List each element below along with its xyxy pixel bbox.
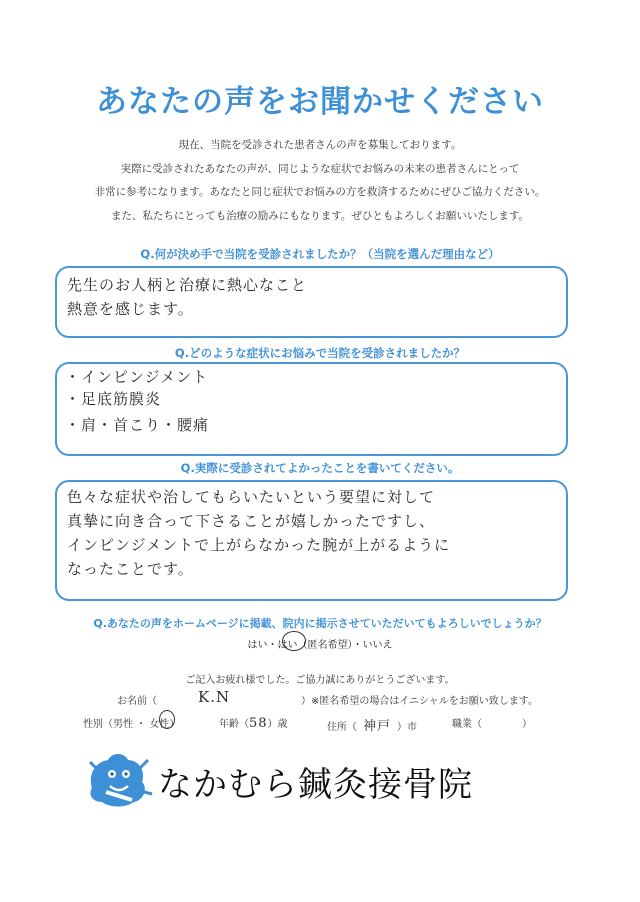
shisa-lion-icon: [82, 748, 154, 810]
answer-2-line-2: ・足底筋膜炎: [65, 390, 162, 408]
age-label-open: 年齢（: [219, 719, 249, 730]
job-label: [452, 715, 532, 730]
job-label-open: 職業（: [452, 719, 482, 730]
consent-question: Q.あなたの声をホームページに掲載、院内に掲示させていただいてもよろしいでしょうか？: [93, 617, 547, 630]
name-label: お名前（: [117, 696, 157, 707]
address-label: [327, 715, 417, 734]
selection-circle-icon: [282, 631, 306, 651]
address-suffix: ）市: [397, 722, 418, 733]
answer-box-2: [55, 362, 568, 456]
intro-line: また、私たちにとっても治療の励みにもなります。ぜひともよろしくお願いいたします。: [110, 209, 530, 222]
consent-options: [0, 636, 640, 651]
gender-label: 性別（男性 ・ 女性）: [83, 719, 180, 730]
answer-3-line-1: 色々な症状や治してもらいたいという要望に対して: [67, 488, 436, 506]
answer-1-line-2: 熱意を感じます。: [67, 300, 194, 318]
intro-line: 非常に参考になります。あなたと同じ症状でお悩みの方を救済するためにぜひご協力ください。: [94, 186, 546, 198]
intro-text: [0, 134, 640, 228]
question-2: Q.どのような症状にお悩みで当院を受診されましたか？: [174, 346, 466, 360]
answer-3-line-2: 真摯に向き合って下さることが嬉しかったですし、: [67, 512, 436, 530]
age-label: [219, 715, 288, 731]
age-label-close: ）歳: [267, 719, 288, 730]
clinic-name: なかむら鍼灸接骨院: [158, 765, 473, 805]
question-3: Q.実際に受診されてよかったことを書いてください。: [180, 461, 460, 475]
answer-2-line-1: ・インピンジメント: [65, 368, 209, 386]
answer-3-line-4: なったことです。: [67, 560, 194, 578]
answer-1-line-1: 先生のお人柄と治療に熱心なこと: [67, 276, 308, 294]
answer-2-line-3: ・肩・首こり・腰痛: [65, 416, 210, 434]
address-value: 神戸: [363, 719, 392, 734]
job-label-close: ）: [522, 719, 532, 730]
answer-3-line-3: インピンジメントで上がらなかった腕が上がるように: [67, 536, 451, 554]
consent-options-text: はい・はい（匿名希望）・いいえ: [247, 640, 393, 651]
page-title: あなたの声をお聞かせください: [96, 84, 544, 120]
question-1: Q.何が決め手で当院を受診されましたか？（当院を選んだ理由など）: [140, 247, 500, 261]
address-label-open: 住所（: [327, 722, 357, 733]
intro-line: 現在、当院を受診された患者さんの声を募集しております。: [178, 139, 462, 151]
name-note: ）※匿名希望の場合はイニシャルをお願い致します。: [301, 696, 538, 707]
answer-box-1: [55, 266, 568, 338]
age-value: 58: [249, 716, 268, 731]
thanks-message: ご記入お疲れ様でした。ご協力誠にありがとうございます。: [185, 675, 455, 686]
intro-line: 実際に受診されたあなたの声が、同じような症状でお悩みの未来の患者さんにとって: [120, 162, 520, 175]
answer-box-3: [55, 480, 568, 601]
name-value: K.N: [198, 688, 231, 706]
gender-selection-circle-icon: [159, 710, 175, 729]
